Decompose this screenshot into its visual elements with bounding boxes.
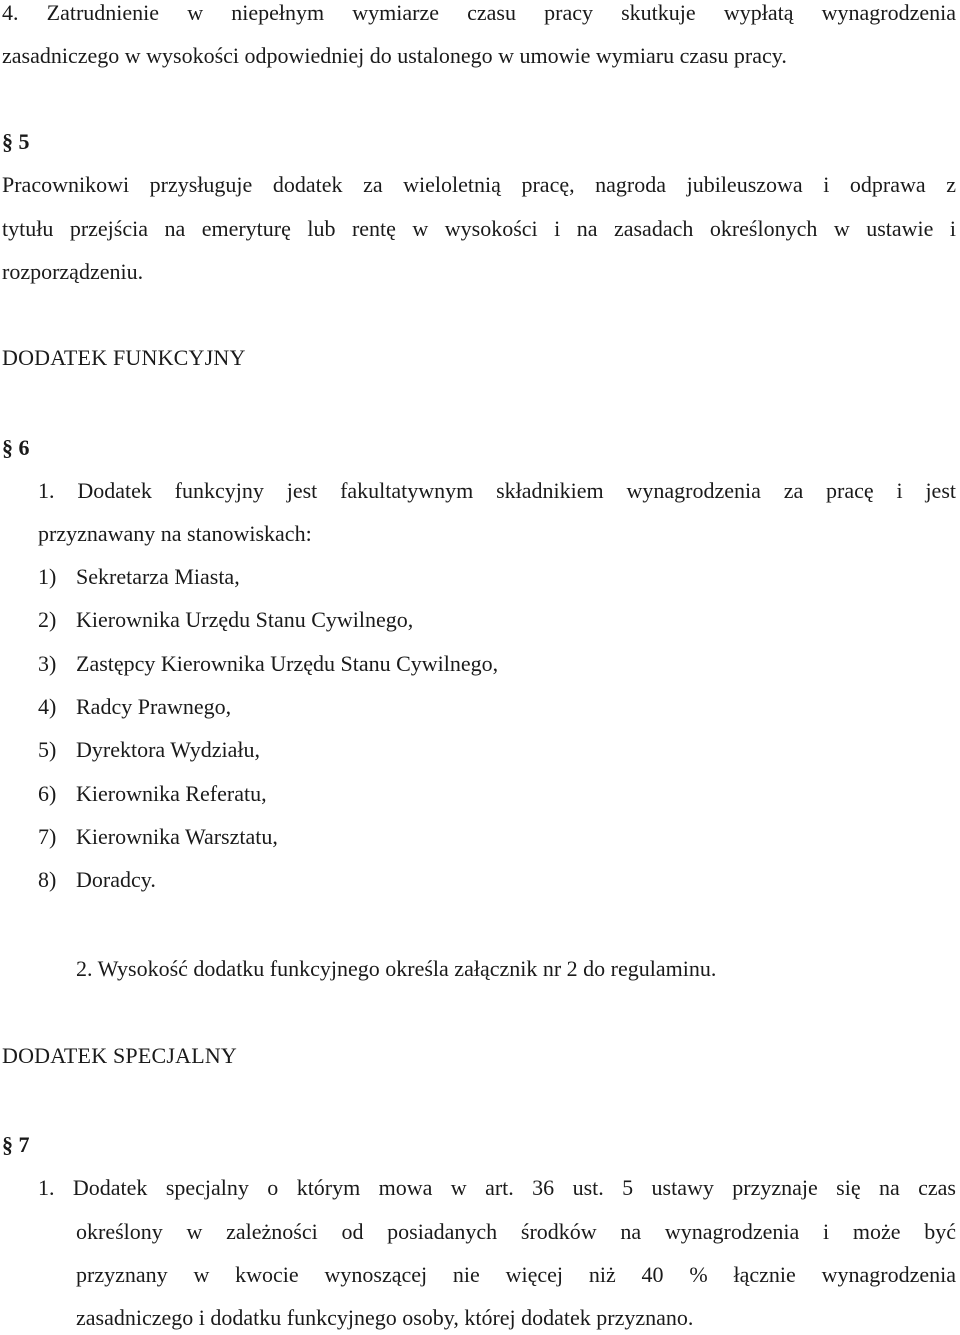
list-item: [38, 564, 240, 590]
list-item-number: 3): [38, 651, 57, 676]
list-item-number: 1): [38, 564, 57, 589]
list-item-text: Kierownika Warsztatu,: [76, 824, 278, 849]
section-6-point-2: 2. Wysokość dodatku funkcyjnego określa załącznik nr 2 do regulaminu.: [76, 956, 717, 981]
section-7-point-1-line-4: zasadniczego i dodatku funkcyjnego osoby, której dodatek przyznano.: [76, 1305, 694, 1330]
list-item: [38, 867, 156, 893]
paragraph-4-line-2: zasadniczego w wysokości odpowiedniej do ustalonego w umowie wymiaru czasu pracy.: [2, 43, 787, 68]
section-5-line-1: Pracownikowi przysługuje dodatek za wieloletnią pracę, nagroda jubileuszowa i odprawa z: [2, 172, 956, 197]
heading-dodatek-specjalny: DODATEK SPECJALNY: [2, 1043, 238, 1068]
paragraph-4-line-1: 4. Zatrudnienie w niepełnym wymiarze czasu pracy skutkuje wypłatą wynagrodzenia: [2, 0, 956, 25]
list-item: [38, 694, 231, 720]
heading-dodatek-funkcyjny: DODATEK FUNKCYJNY: [2, 345, 246, 370]
section-5-line-3: rozporządzeniu.: [2, 259, 144, 284]
section-6-point-1-line-1: 1. Dodatek funkcyjny jest fakultatywnym składnikiem wynagrodzenia za pracę i jest: [38, 478, 956, 503]
list-item-text: Sekretarza Miasta,: [76, 564, 240, 589]
list-item-number: 2): [38, 607, 57, 632]
section-7-point-1-line-3: przyznany w kwocie wynoszącej nie więcej niż 40 % łącznie wynagrodzenia: [76, 1262, 956, 1287]
section-7-point-1-line-2: określony w zależności od posiadanych środków na wynagrodzenia i może być: [76, 1219, 956, 1244]
list-item-text: Doradcy.: [76, 867, 156, 892]
list-item-number: 7): [38, 824, 57, 849]
list-item: [38, 607, 413, 633]
section-6-marker: § 6: [2, 435, 30, 460]
list-item: [38, 781, 267, 807]
list-item: [38, 824, 278, 850]
list-item-number: 4): [38, 694, 57, 719]
section-7-point-1-line-1: 1. Dodatek specjalny o którym mowa w art. 36 ust. 5 ustawy przyznaje się na czas: [38, 1175, 956, 1200]
list-item-text: Dyrektora Wydziału,: [76, 737, 260, 762]
list-item: [38, 737, 260, 763]
list-item-number: 5): [38, 737, 57, 762]
section-6-point-1-line-2: przyznawany na stanowiskach:: [38, 521, 312, 546]
list-item-text: Radcy Prawnego,: [76, 694, 232, 719]
list-item-text: Kierownika Urzędu Stanu Cywilnego,: [76, 607, 414, 632]
list-item-text: Zastępcy Kierownika Urzędu Stanu Cywilnego,: [76, 651, 499, 676]
section-7-marker: § 7: [2, 1132, 30, 1157]
list-item-text: Kierownika Referatu,: [76, 781, 267, 806]
section-5-line-2: tytułu przejścia na emeryturę lub rentę w wysokości i na zasadach określonych w ustawie i: [2, 216, 956, 241]
list-item: [38, 651, 498, 677]
list-item-number: 6): [38, 781, 57, 806]
section-5-marker: § 5: [2, 129, 30, 154]
list-item-number: 8): [38, 867, 57, 892]
